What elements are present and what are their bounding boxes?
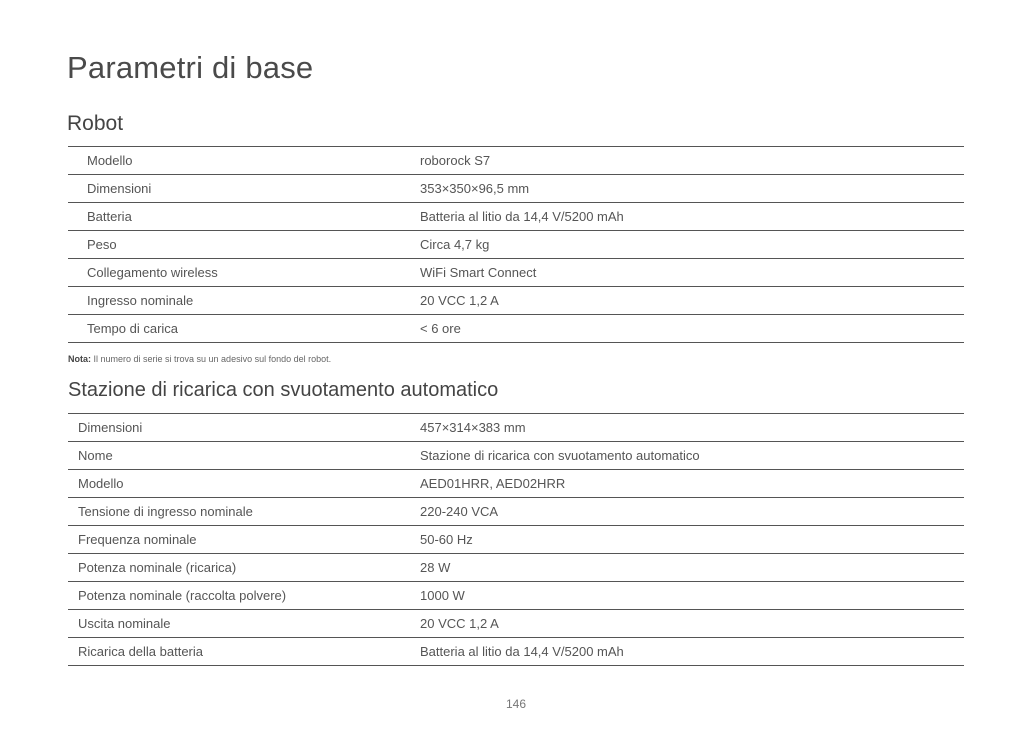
table-row [68, 498, 964, 526]
spec-value: Batteria al litio da 14,4 V/5200 mAh [420, 638, 964, 666]
spec-label: Potenza nominale (ricarica) [68, 554, 420, 582]
spec-value: 457×314×383 mm [420, 414, 964, 442]
spec-label: Tempo di carica [68, 315, 420, 343]
serial-number-note [68, 354, 331, 364]
table-row [68, 147, 964, 175]
table-row [68, 554, 964, 582]
table-row [68, 203, 964, 231]
spec-label: Tensione di ingresso nominale [68, 498, 420, 526]
spec-value: Batteria al litio da 14,4 V/5200 mAh [420, 203, 964, 231]
table-row [68, 414, 964, 442]
spec-label: Dimensioni [68, 175, 420, 203]
spec-label: Modello [68, 470, 420, 498]
note-label: Nota: [68, 354, 91, 364]
spec-label: Modello [68, 147, 420, 175]
spec-value: < 6 ore [420, 315, 964, 343]
table-row [68, 638, 964, 666]
spec-label: Uscita nominale [68, 610, 420, 638]
table-row [68, 610, 964, 638]
spec-label: Batteria [68, 203, 420, 231]
robot-section-title: Robot [67, 112, 124, 135]
spec-label: Potenza nominale (raccolta polvere) [68, 582, 420, 610]
page-title: Parametri di base [67, 50, 314, 85]
spec-value: 1000 W [420, 582, 964, 610]
table-row [68, 259, 964, 287]
table-row [68, 315, 964, 343]
dock-section-title: Stazione di ricarica con svuotamento automatico [68, 379, 499, 401]
spec-label: Ingresso nominale [68, 287, 420, 315]
spec-label: Peso [68, 231, 420, 259]
spec-label: Ricarica della batteria [68, 638, 420, 666]
table-row [68, 526, 964, 554]
table-row [68, 175, 964, 203]
note-text: Il numero di serie si trova su un adesivo sul fondo del robot. [91, 354, 332, 364]
spec-value: 220-240 VCA [420, 498, 964, 526]
table-row [68, 287, 964, 315]
spec-value: roborock S7 [420, 147, 964, 175]
table-row [68, 442, 964, 470]
table-row [68, 231, 964, 259]
spec-value: 20 VCC 1,2 A [420, 610, 964, 638]
spec-value: WiFi Smart Connect [420, 259, 964, 287]
table-row [68, 470, 964, 498]
spec-label: Dimensioni [68, 414, 420, 442]
page-number: 146 [505, 697, 527, 711]
table-row [68, 582, 964, 610]
spec-value: Stazione di ricarica con svuotamento automatico [420, 442, 964, 470]
spec-value: 353×350×96,5 mm [420, 175, 964, 203]
spec-value: 28 W [420, 554, 964, 582]
robot-spec-table [68, 146, 964, 343]
spec-label: Frequenza nominale [68, 526, 420, 554]
spec-value: Circa 4,7 kg [420, 231, 964, 259]
spec-value: 20 VCC 1,2 A [420, 287, 964, 315]
spec-label: Nome [68, 442, 420, 470]
spec-value: 50-60 Hz [420, 526, 964, 554]
spec-value: AED01HRR, AED02HRR [420, 470, 964, 498]
dock-spec-table [68, 413, 964, 666]
spec-label: Collegamento wireless [68, 259, 420, 287]
